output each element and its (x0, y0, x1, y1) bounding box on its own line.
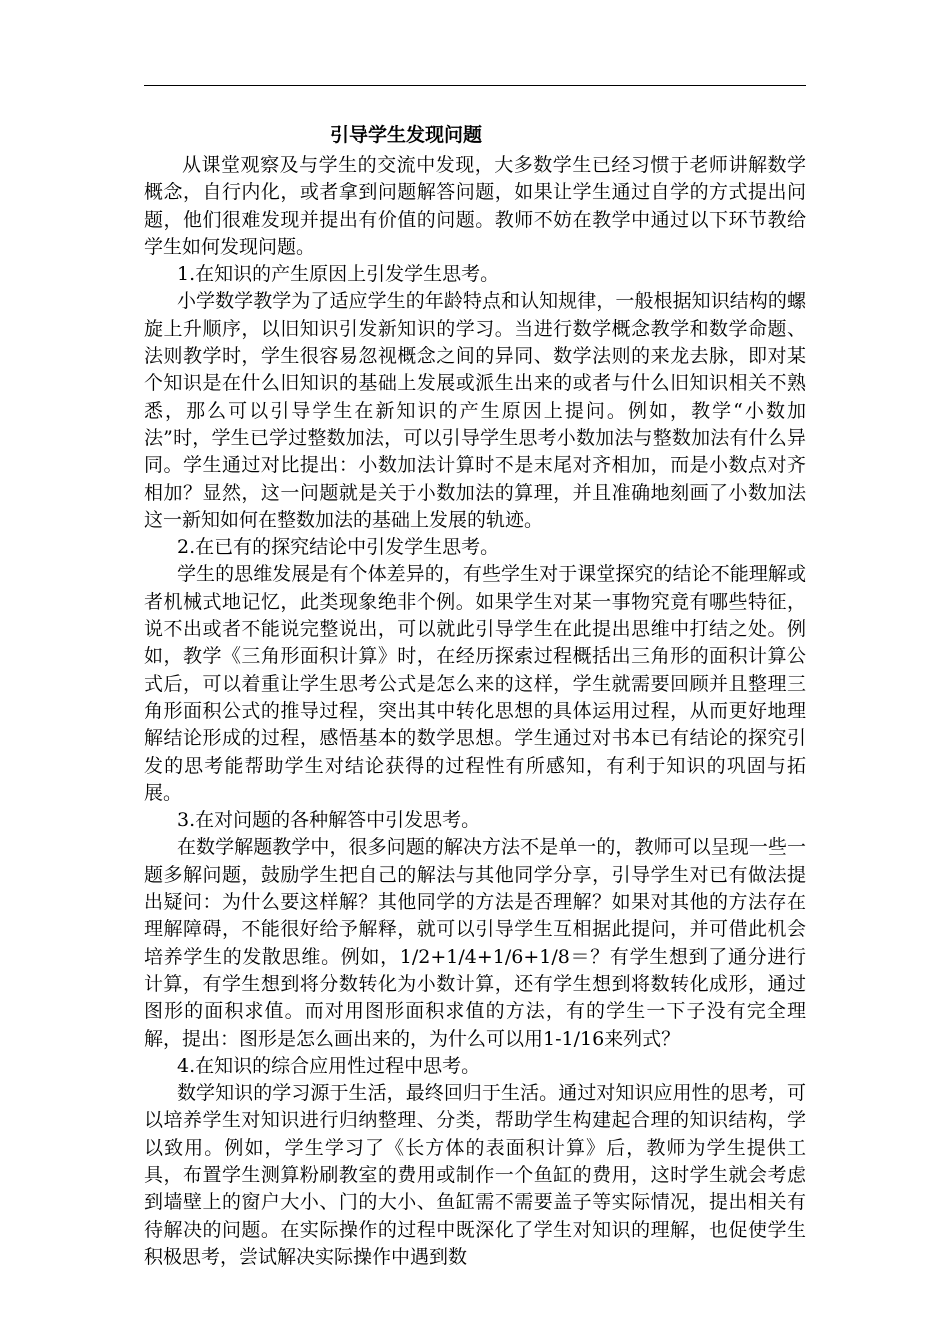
section-heading-4: 4.在知识的综合应用性过程中思考。 (177, 1054, 481, 1077)
paragraph-4: 数学知识的学习源于生活，最终回归于生活。通过对知识应用性的思考，可以培养学生对知识进行归纳整理、分类，帮助学生构建起合理的知识结构，学以致用。例如，学生学习了《长方体的表面积计算》后，教师为学生提供工具，布置学生测算粉刷教室的费用或制作一个鱼缸的费用，这时学生就会考虑到墙壁上的窗户大小、门的大小、鱼缸需不需要盖子等实际情况，提出相关有待解决的问题。在实际操作的过程中既深化了学生对知识的理解，也促使学生积极思考，尝试解决实际操作中遇到数 (144, 1082, 806, 1268)
section-heading-3: 3.在对问题的各种解答中引发思考。 (177, 809, 481, 832)
paragraph-intro: 从课堂观察及与学生的交流中发现，大多数学生已经习惯于老师讲解数学概念，自行内化，或者拿到问题解答问题，如果让学生通过自学的方式提出问题，他们很难发现并提出有价值的问题。教师不妨在教学中通过以下环节教给学生如何发现问题。 (144, 154, 806, 258)
paragraph-3: 在数学解题教学中，很多问题的解决方法不是单一的，教师可以呈现一些一题多解问题，鼓励学生把自己的解法与其他同学分享，引导学生对已有做法提出疑问：为什么要这样解？其他同学的方法是否理解？如果对其他的方法存在理解障碍，不能很好给予解释，就可以引导学生互相据此提问，并可借此机会培养学生的发散思维。例如，1/2+1/4+1/6+1/8＝？有学生想到了通分进行计算，有学生想到将分数转化为小数计算，还有学生想到将数转化成形，通过图形的面积求值。而对用图形面积求值的方法，有的学生一下子没有完全理解，提出：图形是怎么画出来的，为什么可以用1-1/16来列式？ (144, 836, 806, 1050)
section-heading-1: 1.在知识的产生原因上引发学生思考。 (177, 263, 500, 286)
header-rule (144, 85, 806, 86)
article-title: 引导学生发现问题 (330, 124, 483, 146)
section-heading-2: 2.在已有的探究结论中引发学生思考。 (177, 536, 500, 559)
paragraph-1: 小学数学教学为了适应学生的年龄特点和认知规律，一般根据知识结构的螺旋上升顺序，以旧知识引发新知识的学习。当进行数学概念教学和数学命题、法则教学时，学生很容易忽视概念之间的异同、数学法则的来龙去脉，即对某个知识是在什么旧知识的基础上发展或派生出来的或者与什么旧知识相关不熟悉，那么可以引导学生在新知识的产生原因上提问。例如，教学“小数加法”时，学生已学过整数加法，可以引导学生思考小数加法与整数加法有什么异同。学生通过对比提出：小数加法计算时不是末尾对齐相加，而是小数点对齐相加？显然，这一问题就是关于小数加法的算理，并且准确地刻画了小数加法这一新知如何在整数加法的基础上发展的轨迹。 (144, 290, 806, 531)
article-body (144, 122, 806, 1271)
paragraph-2: 学生的思维发展是有个体差异的，有些学生对于课堂探究的结论不能理解或者机械式地记忆，此类现象绝非个例。如果学生对某一事物究竟有哪些特征，说不出或者不能说完整说出，可以就此引导学生在此提出思维中打结之处。例如，教学《三角形面积计算》时，在经历探索过程概括出三角形的面积计算公式后，可以着重让学生思考公式是怎么来的这样，学生就需要回顾并且整理三角形面积公式的推导过程，突出其中转化思想的具体运用过程，从而更好地理解结论形成的过程，感悟基本的数学思想。学生通过对书本已有结论的探究引发的思考能帮助学生对结论获得的过程性有所感知，有利于知识的巩固与拓展。 (144, 563, 806, 804)
